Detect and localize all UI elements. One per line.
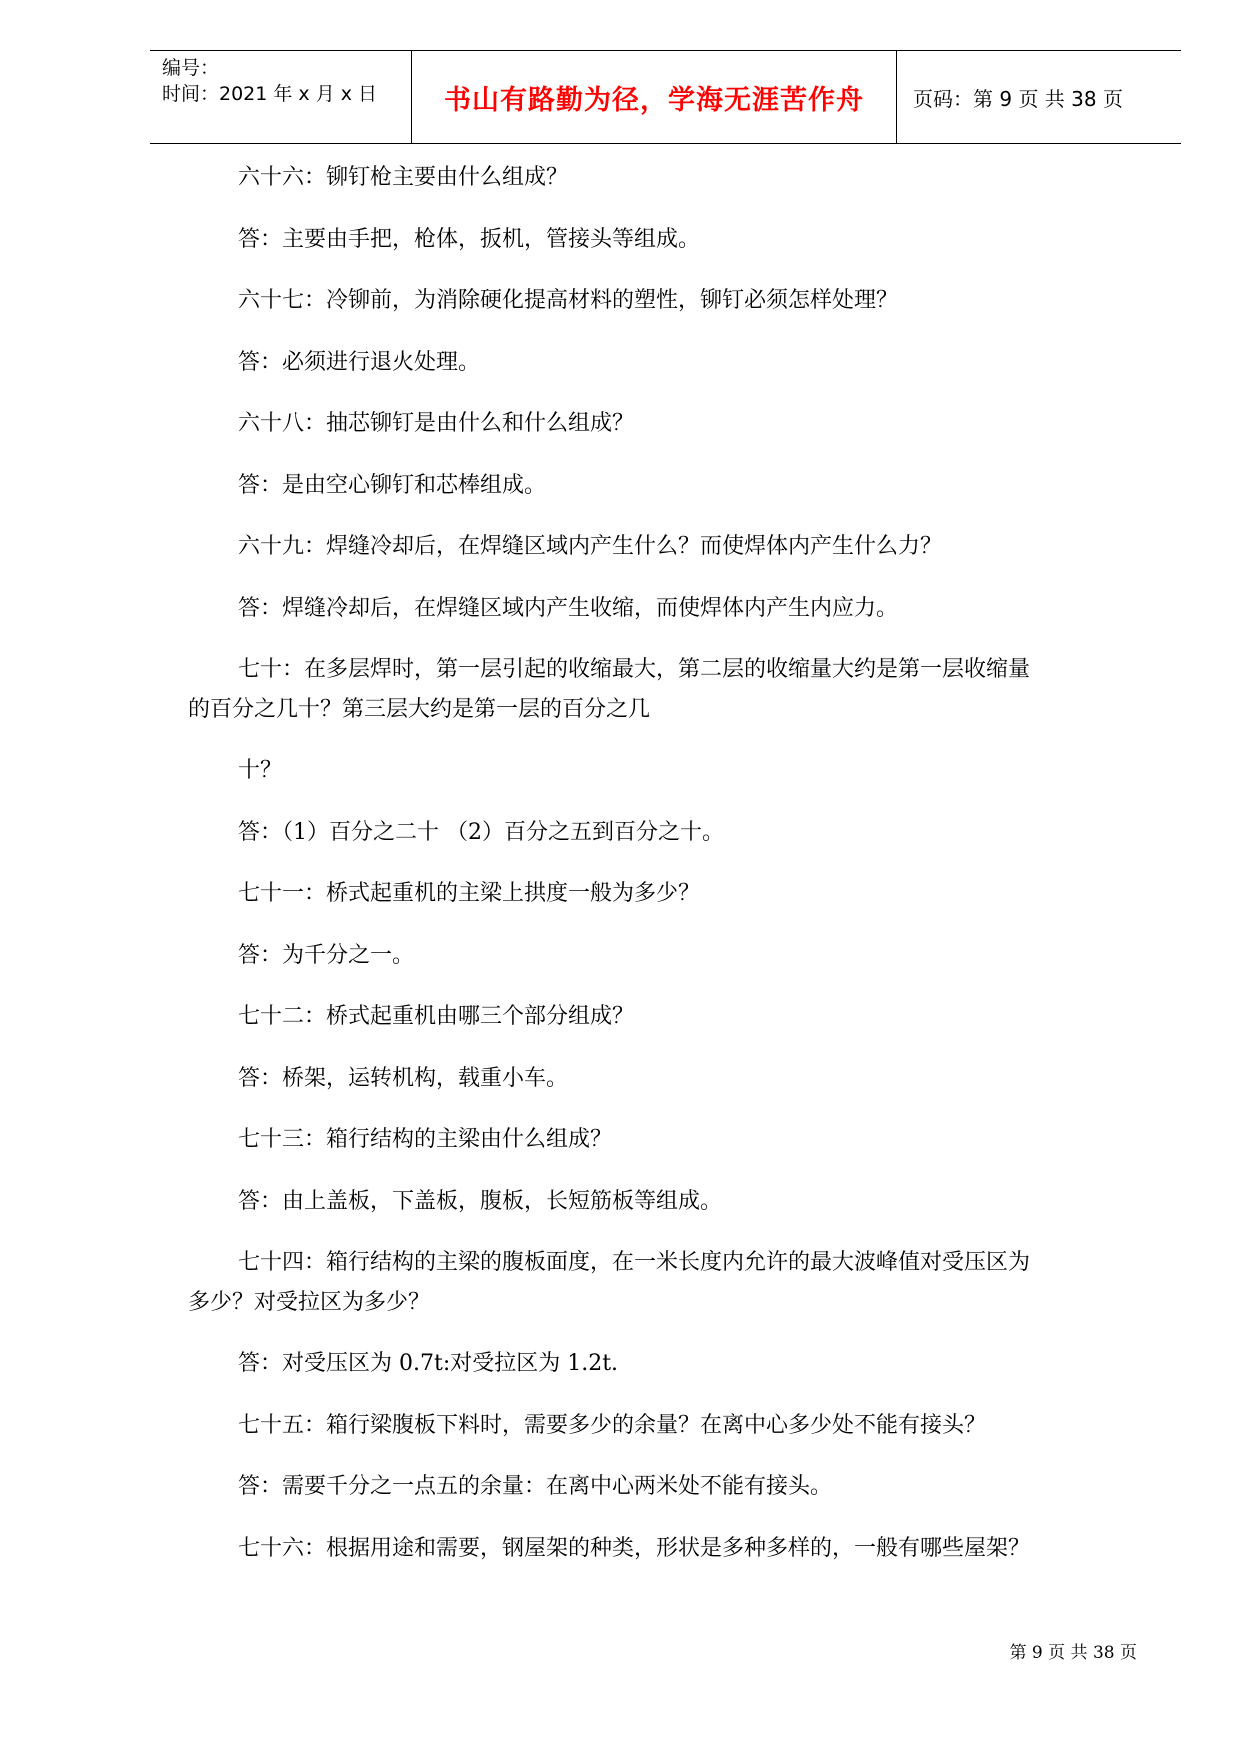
body-line: 多少？对受拉区为多少？ [188,1290,431,1315]
page-footer: 第 9 页 共 38 页 [1009,1643,1137,1663]
body-line: 答：必须进行退火处理。 [238,350,481,375]
body-line: 七十：在多层焊时，第一层引起的收缩最大，第二层的收缩量大约是第一层收缩量 [238,657,1031,682]
body-line: 的百分之几十？第三层大约是第一层的百分之几 [188,697,651,722]
body-line: 答：焊缝冷却后，在焊缝区域内产生收缩，而使焊体内产生内应力。 [238,596,899,621]
body-line: 答：主要由手把，枪体，扳机，管接头等组成。 [238,227,701,252]
body-line: 七十五：箱行梁腹板下料时，需要多少的余量？在离中心多少处不能有接头？ [238,1413,987,1438]
body-line: 七十二：桥式起重机由哪三个部分组成？ [238,1004,635,1029]
body-line: 答：是由空心铆钉和芯棒组成。 [238,473,547,498]
body-line: 答：为千分之一。 [238,943,415,968]
body-line: 答：对受压区为 0.7t:对受拉区为 1.2t. [238,1351,619,1376]
body-line: 答：需要千分之一点五的余量：在离中心两米处不能有接头。 [238,1474,833,1499]
body-line: 答：由上盖板，下盖板，腹板，长短筋板等组成。 [238,1189,723,1214]
motto: 书山有路勤为径，学海无涯苦作舟 [444,84,864,116]
body-line: 七十一：桥式起重机的主梁上拱度一般为多少？ [238,881,701,906]
body-line: 七十四：箱行结构的主梁的腹板面度，在一米长度内允许的最大波峰值对受压区为 [238,1250,1031,1275]
body-line: 十？ [238,758,283,783]
date-label: 时间：2021 年 x 月 x 日 [162,83,378,105]
header-page-cell [897,51,1181,143]
body-line: 七十六：根据用途和需要，钢屋架的种类，形状是多种多样的，一般有哪些屋架？ [238,1536,1031,1561]
body-line: 七十三：箱行结构的主梁由什么组成？ [238,1127,613,1152]
body-line: 答：（1）百分之二十 （2）百分之五到百分之十。 [238,820,724,845]
header-motto-cell [412,51,897,143]
header-meta-cell [150,51,412,143]
number-label: 编号： [162,57,220,79]
body-line: 答：桥架，运转机构，载重小车。 [238,1066,569,1091]
page-code: 页码：第 9 页 共 38 页 [913,86,1123,111]
body-line: 六十九：焊缝冷却后，在焊缝区域内产生什么？而使焊体内产生什么力？ [238,534,943,559]
page-header [150,50,1181,144]
body-line: 六十七：冷铆前，为消除硬化提高材料的塑性，铆钉必须怎样处理？ [238,288,899,313]
body-line: 六十六：铆钉枪主要由什么组成？ [238,165,569,190]
body-line: 六十八：抽芯铆钉是由什么和什么组成？ [238,411,635,436]
